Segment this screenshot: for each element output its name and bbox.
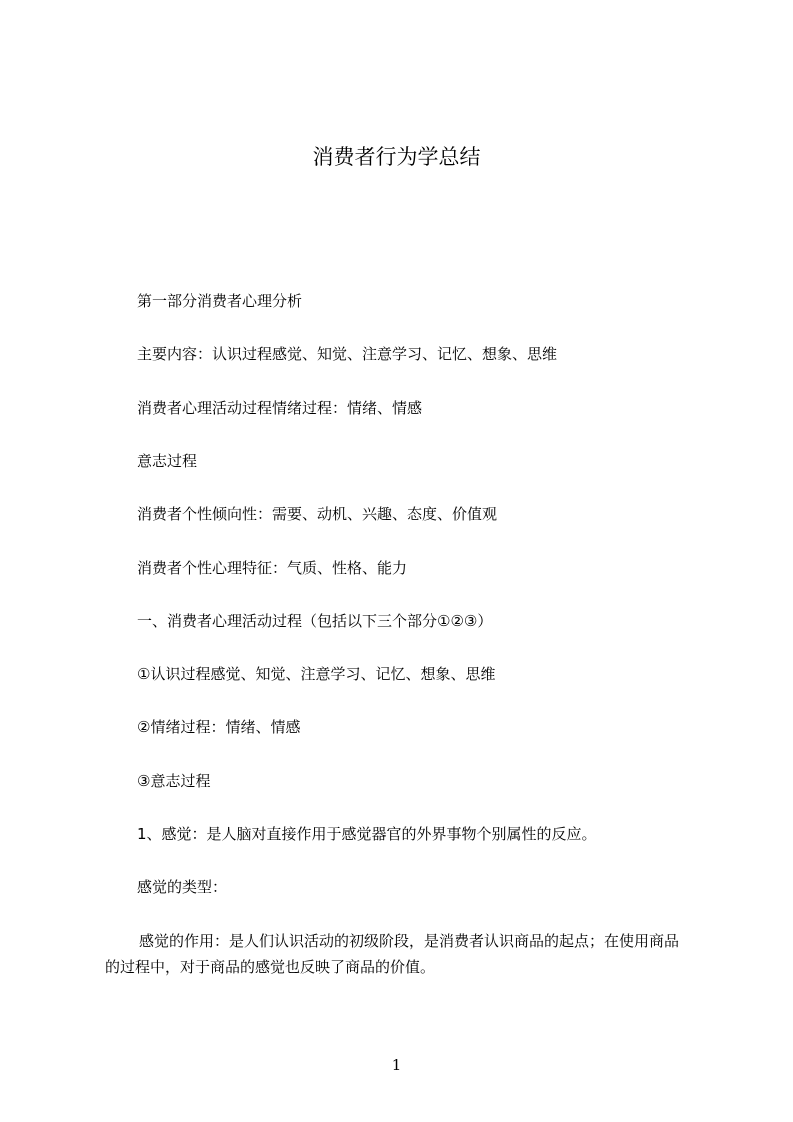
paragraph-sensation-definition: 1、感觉：是人脑对直接作用于感觉器官的外界事物个别属性的反应。 [137, 825, 597, 843]
paragraph-will-process: 意志过程 [137, 452, 198, 470]
paragraph-part-one-heading: 第一部分消费者心理分析 [137, 292, 303, 310]
paragraph-cognitive-process: ①认识过程感觉、知觉、注意学习、记忆、想象、思维 [137, 665, 496, 683]
paragraph-sensation-types: 感觉的类型： [137, 878, 228, 896]
paragraph-personality-tendency: 消费者个性倾向性：需要、动机、兴趣、态度、价值观 [137, 505, 498, 523]
paragraph-sensation-function: 感觉的作用：是人们认识活动的初级阶段，是消费者认识商品的起点；在使用商品的过程中，对于商品的感觉也反映了商品的价值。 [105, 932, 680, 976]
paragraph-emotion-process: 消费者心理活动过程情绪过程：情绪、情感 [137, 399, 423, 417]
document-title: 消费者行为学总结 [312, 145, 481, 169]
page-number: 1 [391, 1056, 402, 1074]
paragraph-personality-traits: 消费者个性心理特征：气质、性格、能力 [137, 559, 408, 577]
paragraph-emotional-process: ②情绪过程：情绪、情感 [137, 718, 301, 736]
paragraph-main-content: 主要内容：认识过程感觉、知觉、注意学习、记忆、想象、思维 [137, 345, 558, 363]
paragraph-volition-process: ③意志过程 [137, 772, 211, 790]
paragraph-section-one-heading: 一、消费者心理活动过程（包括以下三个部分①②③） [137, 612, 493, 630]
